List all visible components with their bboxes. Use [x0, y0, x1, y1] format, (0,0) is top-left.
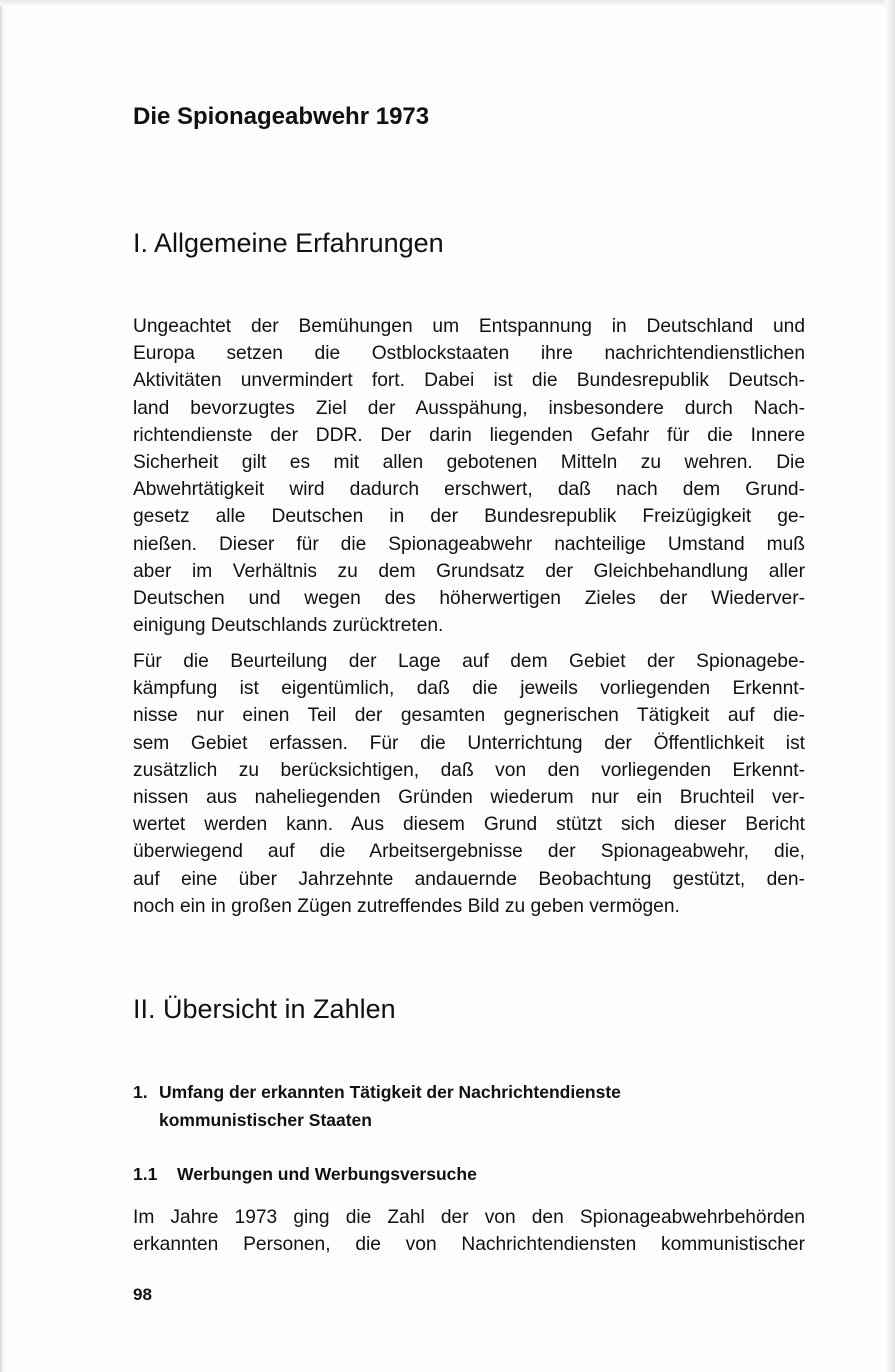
text-line: land bevorzugtes Ziel der Ausspähung, insbesondere durch Nach-	[133, 397, 805, 419]
text-line: Europa setzen die Ostblockstaaten ihre nachrichtendienstlichen	[133, 343, 805, 365]
page-edge-shadow-top	[0, 0, 895, 6]
text-line: aber im Verhältnis zu dem Grundsatz der Gleichbehandlung aller	[133, 560, 805, 582]
subheading-werbungen	[133, 1160, 477, 1188]
section-heading-uebersicht-in-zahlen: II. Übersicht in Zahlen	[133, 994, 396, 1024]
subheading-title-line: Umfang der erkannten Tätigkeit der Nachrichtendienste	[159, 1082, 621, 1102]
section-heading-allgemeine-erfahrungen: I. Allgemeine Erfahrungen	[133, 228, 444, 258]
text-line: sem Gebiet erfassen. Für die Unterrichtung der Öffentlichkeit ist	[133, 732, 805, 754]
text-line: noch ein in großen Zügen zutreffendes Bild zu geben vermögen.	[133, 895, 680, 917]
paragraph-allgemeine-erfahrungen-1	[133, 313, 805, 639]
text-line: einigung Deutschlands zurücktreten.	[133, 615, 444, 637]
text-line: auf eine über Jahrzehnte andauernde Beobachtung gestützt, den-	[133, 868, 805, 890]
text-line: Aktivitäten unvermindert fort. Dabei ist die Bundesrepublik Deutsch-	[133, 370, 805, 392]
page-edge-shadow-right	[885, 0, 895, 1372]
page-edge-shadow-left	[0, 0, 4, 1372]
text-line: überwiegend auf die Arbeitsergebnisse der Spionageabwehr, die,	[133, 841, 805, 863]
text-line: nissen aus naheliegenden Gründen wiederum nur ein Bruchteil ver-	[133, 787, 805, 809]
text-line: Abwehrtätigkeit wird dadurch erschwert, daß nach dem Grund-	[133, 479, 805, 501]
text-line: nießen. Dieser für die Spionageabwehr nachteilige Umstand muß	[133, 533, 805, 555]
text-line: gesetz alle Deutschen in der Bundesrepublik Freizügigkeit ge-	[133, 506, 805, 528]
paragraph-werbungen	[133, 1204, 805, 1258]
subheading-title: Werbungen und Werbungsversuche	[177, 1164, 477, 1184]
page-number: 98	[133, 1285, 152, 1304]
text-line: richtendienste der DDR. Der darin liegenden Gefahr für die Innere	[133, 424, 805, 446]
subheading-number: 1.1	[133, 1164, 158, 1184]
text-line: erkannten Personen, die von Nachrichtendiensten kommunistischer	[133, 1234, 805, 1256]
subheading-number: 1.	[133, 1082, 148, 1102]
text-line: zusätzlich zu berücksichtigen, daß von den vorliegenden Erkennt-	[133, 759, 805, 781]
text-line: nisse nur einen Teil der gesamten gegnerischen Tätigkeit auf die-	[133, 705, 805, 727]
text-line: Für die Beurteilung der Lage auf dem Gebiet der Spionagebe-	[133, 651, 805, 672]
text-line: kämpfung ist eigentümlich, daß die jeweils vorliegenden Erkennt-	[133, 678, 805, 700]
text-line: Im Jahre 1973 ging die Zahl der von den Spionageabwehrbehörden	[133, 1207, 805, 1228]
text-line: Deutschen und wegen des höherwertigen Zieles der Wiederver-	[133, 588, 805, 610]
paragraph-allgemeine-erfahrungen-2	[133, 648, 805, 920]
document-title: Die Spionageabwehr 1973	[133, 103, 430, 130]
subheading-umfang-taetigkeit	[133, 1078, 621, 1134]
text-line: wertet werden kann. Aus diesem Grund stützt sich dieser Bericht	[133, 814, 805, 836]
text-line: Ungeachtet der Bemühungen um Entspannung in Deutschland und	[133, 316, 805, 337]
subheading-title-line: kommunistischer Staaten	[159, 1110, 372, 1130]
text-line: Sicherheit gilt es mit allen gebotenen Mitteln zu wehren. Die	[133, 452, 805, 474]
